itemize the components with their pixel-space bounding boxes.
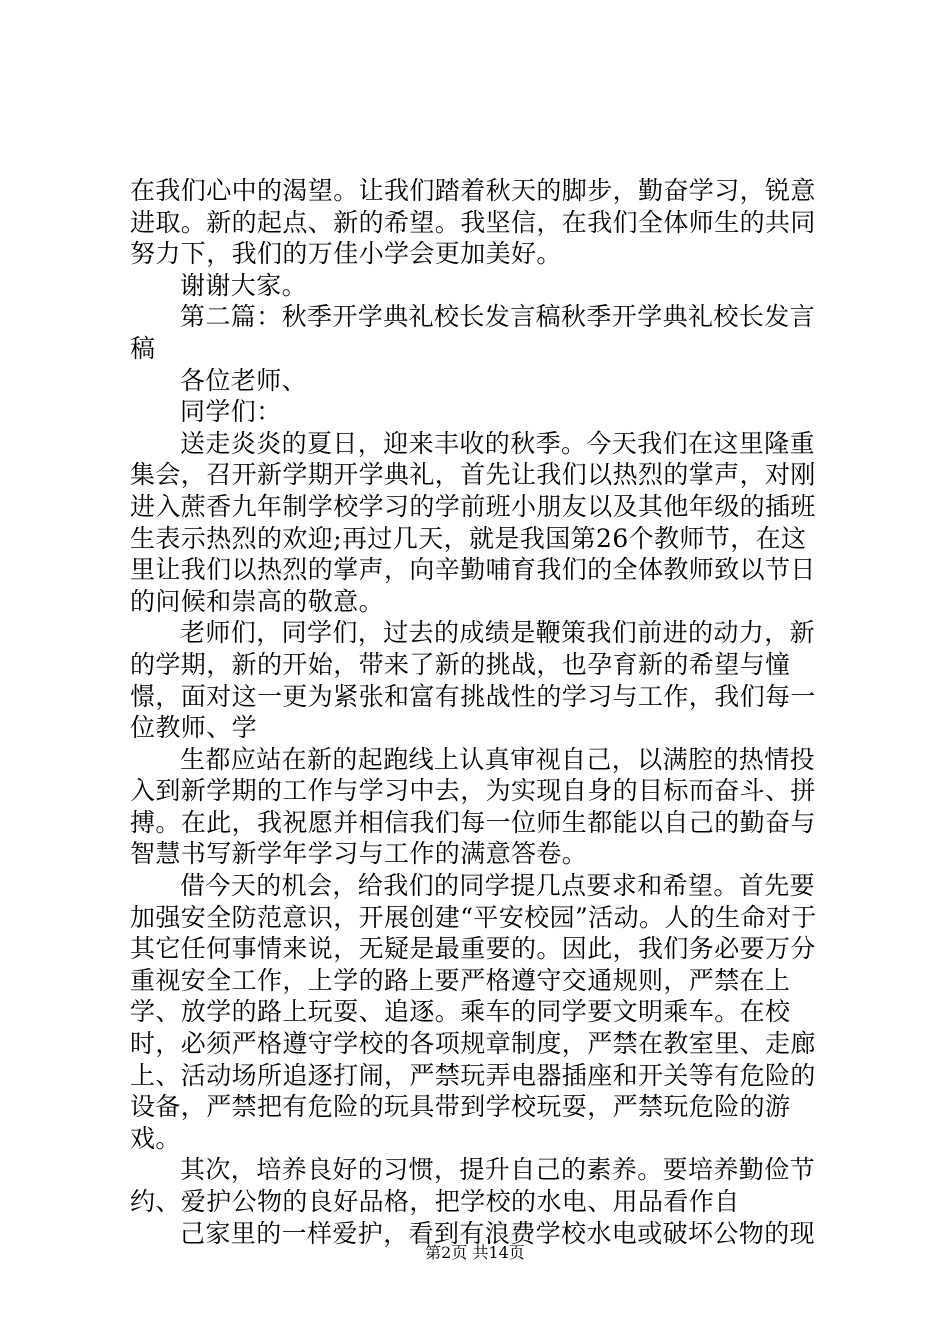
paragraph-care: 己家里的一样爱护，看到有浪费学校水电或破坏公物的现 <box>180 1218 816 1248</box>
paragraph-habits: 其次，培养良好的习惯，提升自己的素养。要培养勤俭节约、爱护公物的良好品格，把学校的水电、用品看作自 <box>130 1155 816 1216</box>
document-body <box>130 175 830 1249</box>
paragraph-greeting-students: 同学们： <box>180 397 282 427</box>
paragraph-safety: 借今天的机会，给我们的同学提几点要求和希望。首先要加强安全防范意识，开展创建“平安校园”活动。人的生命对于其它任何事情来说，无疑是最重要的。因此，我们务必要万分重视安全工作，上学的路上要严格遵守交通规则，严禁在上学、放学的路上玩耍、追逐。乘车的同学要文明乘车。在校时，必须严格遵守学校的各项规章制度，严禁在教室里、走廊上、活动场所追逐打闹，严禁玩弄电器插座和开关等有危险的设备，严禁把有危险的玩具带到学校玩耍，严禁玩危险的游戏。 <box>130 871 817 1153</box>
paragraph-new-start: 生都应站在新的起跑线上认真审视自己，以满腔的热情投入到新学期的工作与学习中去，为实现自身的目标而奋斗、拼搏。在此，我祝愿并相信我们每一位师生都能以自己的勤奋与智慧书写新学年学习与工作的满意答卷。 <box>130 744 816 869</box>
page-number-footer: 第2页 共14页 <box>425 1243 525 1262</box>
paragraph-thanks: 谢谢大家。 <box>180 270 308 300</box>
paragraph-continuation: 在我们心中的渴望。让我们踏着秋天的脚步，勤奋学习，锐意进取。新的起点、新的希望。我坚信，在我们全体师生的共同努力下，我们的万佳小学会更加美好。 <box>130 176 816 269</box>
paragraph-section-title: 第二篇：秋季开学典礼校长发言稿秋季开学典礼校长发言稿 <box>130 302 816 363</box>
paragraph-greeting-teachers: 各位老师、 <box>180 365 308 395</box>
paragraph-opening: 送走炎炎的夏日，迎来丰收的秋季。今天我们在这里隆重集会，召开新学期开学典礼，首先让我们以热烈的掌声，对刚进入蔗香九年制学校学习的学前班小朋友以及其他年级的插班生表示热烈的欢迎;再过几天，就是我国第26个教师节，在这里让我们以热烈的掌声，向辛勤哺育我们的全体教师致以节日的问候和崇高的敬意。 <box>130 428 816 616</box>
paragraph-new-term: 老师们，同学们，过去的成绩是鞭策我们前进的动力，新的学期，新的开始，带来了新的挑战，也孕育新的希望与憧憬，面对这一更为紧张和富有挑战性的学习与工作，我们每一位教师、学 <box>130 618 816 743</box>
